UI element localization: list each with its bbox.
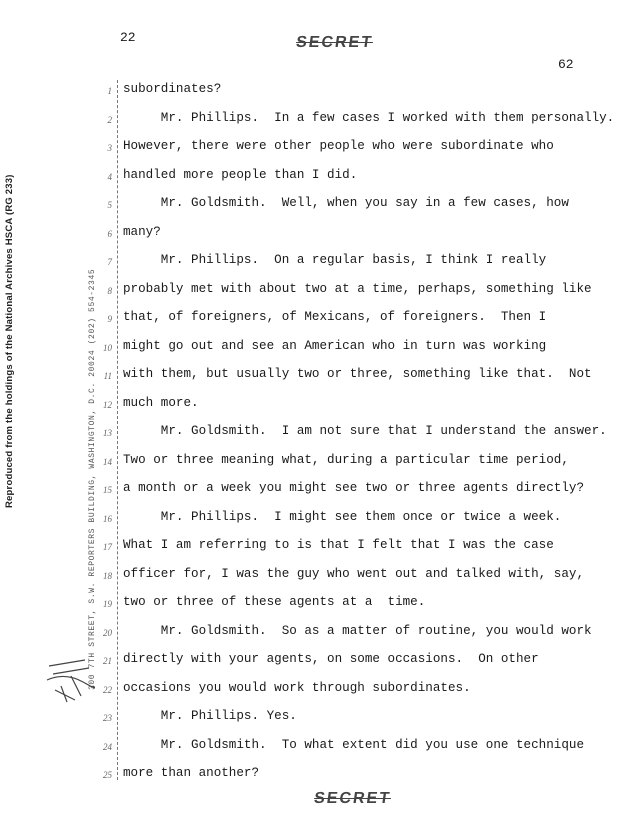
line-number: 25 bbox=[103, 770, 112, 780]
line-number: 21 bbox=[103, 656, 112, 666]
line-number: 20 bbox=[103, 627, 112, 638]
line-number: 9 bbox=[107, 314, 112, 324]
reporter-address: 300 7TH STREET, S.W. REPORTERS BUILDING, WASHINGTON, D.C. 20024 (202) 554-2345 bbox=[88, 268, 97, 690]
transcript-line: many? bbox=[123, 224, 161, 239]
handwritten-mark-icon bbox=[45, 656, 95, 704]
margin-rule bbox=[117, 80, 118, 780]
transcript-line: more than another? bbox=[123, 766, 260, 780]
transcript-line: might go out and see an American who in turn was working bbox=[123, 338, 547, 353]
line-number: 22 bbox=[103, 684, 112, 695]
page-number: 62 bbox=[558, 57, 574, 72]
line-number: 4 bbox=[107, 171, 112, 182]
transcript-line: Mr. Phillips. I might see them once or twice a week. bbox=[123, 509, 562, 524]
transcript-line: two or three of these agents at a time. bbox=[123, 595, 426, 609]
transcript-line: Mr. Phillips. On a regular basis, I think I really bbox=[123, 253, 547, 267]
transcript-line: probably met with about two at a time, perhaps, something like bbox=[123, 281, 592, 296]
line-number: 6 bbox=[107, 228, 112, 239]
line-number: 12 bbox=[103, 399, 112, 410]
line-number: 24 bbox=[103, 741, 112, 752]
transcript-line: Mr. Goldsmith. I am not sure that I understand the answer. bbox=[123, 424, 607, 438]
line-number: 8 bbox=[107, 285, 112, 296]
line-number: 18 bbox=[103, 570, 112, 581]
line-number: 3 bbox=[107, 143, 112, 153]
line-number: 19 bbox=[103, 599, 112, 609]
transcript-line: Mr. Goldsmith. To what extent did you use one technique bbox=[123, 737, 585, 752]
archive-provenance-note: Reproduced from the holdings of the National Archives HSCA (RG 233) bbox=[4, 174, 15, 508]
transcript-line: Mr. Goldsmith. So as a matter of routine, you would work bbox=[123, 623, 592, 638]
classification-stamp-bottom: SECRET bbox=[312, 790, 393, 807]
line-number: 23 bbox=[103, 713, 112, 723]
transcript-line: Mr. Phillips. In a few cases I worked with them personally. bbox=[123, 110, 615, 125]
line-number: 10 bbox=[103, 342, 112, 353]
transcript-line: Mr. Goldsmith. Well, when you say in a few cases, how bbox=[123, 196, 569, 210]
line-number: 1 bbox=[107, 86, 112, 96]
transcript-line: handled more people than I did. bbox=[123, 167, 358, 182]
line-number: 17 bbox=[103, 542, 112, 552]
line-number: 16 bbox=[103, 513, 112, 524]
classification-stamp-top: SECRET bbox=[294, 34, 375, 51]
line-number: 14 bbox=[103, 456, 112, 467]
page-label: 22 bbox=[120, 30, 136, 45]
line-number: 11 bbox=[103, 371, 112, 381]
transcript-line: occasions you would work through subordinates. bbox=[123, 680, 471, 695]
line-number: 13 bbox=[103, 428, 112, 438]
transcript-line: subordinates? bbox=[123, 82, 222, 96]
transcript-line: much more. bbox=[123, 395, 199, 410]
line-number: 5 bbox=[107, 200, 112, 210]
line-number: 2 bbox=[107, 114, 112, 125]
transcript-line: Two or three meaning what, during a particular time period, bbox=[123, 452, 569, 467]
transcript-line: officer for, I was the guy who went out and talked with, say, bbox=[123, 566, 585, 581]
transcript-line: Mr. Phillips. Yes. bbox=[123, 709, 297, 723]
line-number: 7 bbox=[107, 257, 112, 267]
transcript-line: However, there were other people who were subordinate who bbox=[123, 139, 554, 153]
line-number: 15 bbox=[103, 485, 112, 495]
transcript-line: directly with your agents, on some occasions. On other bbox=[123, 652, 539, 666]
transcript-line: with them, but usually two or three, something like that. Not bbox=[123, 367, 592, 381]
transcript-line: a month or a week you might see two or three agents directly? bbox=[123, 481, 585, 495]
transcript-line: What I am referring to is that I felt that I was the case bbox=[123, 538, 554, 552]
transcript-line: that, of foreigners, of Mexicans, of foreigners. Then I bbox=[123, 310, 547, 324]
